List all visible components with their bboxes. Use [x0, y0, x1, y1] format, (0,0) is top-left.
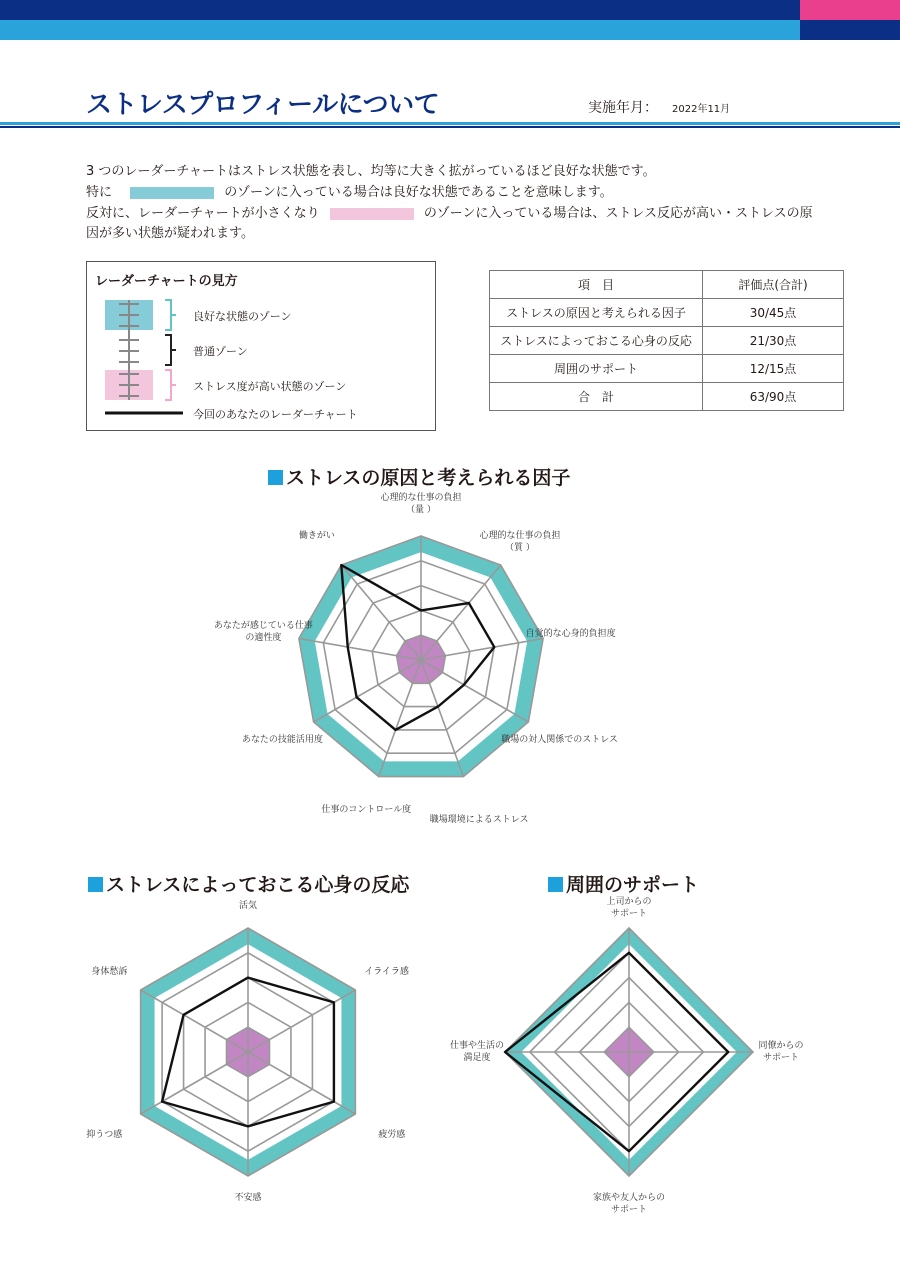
- table-cell-item: ストレスの原因と考えられる因子: [490, 299, 703, 327]
- radar-axis-label: 同僚からの サポート: [758, 1041, 804, 1063]
- table-head-score: 評価点(合計): [703, 271, 844, 299]
- legend-high: ストレス度が高い状態のゾーン: [193, 380, 347, 393]
- radar-axis-label: イライラ感: [364, 967, 409, 977]
- table-cell-item: 周囲のサポート: [490, 355, 703, 383]
- radar-axis-label: 身体愁訴: [91, 967, 128, 977]
- section-title-support: 周囲のサポート: [548, 870, 699, 897]
- legend-title: レーダーチャートの見方: [95, 274, 238, 289]
- intro-line-2: 特に のゾーンに入っている場合は良好な状態であることを意味します。: [86, 185, 613, 200]
- radar-axis-label: 仕事のコントロール度: [321, 805, 412, 816]
- radar-axis-label: あなたが感じている仕事 の適性度: [213, 621, 313, 644]
- radar-axis-label: あなたの技能活用度: [241, 735, 323, 745]
- table-cell-item: ストレスによっておこる心身の反応: [490, 327, 703, 355]
- radar-axis-label: 職場環境によるストレス: [429, 814, 529, 825]
- table-cell-score: 21/30点: [703, 327, 844, 355]
- radar-axis-label: 活気: [238, 901, 258, 911]
- intro-line-4: 因が多い状態が疑われます。: [86, 226, 254, 241]
- table-cell-score: 30/45点: [703, 299, 844, 327]
- radar-axis-label: 心理的な仕事の負担 （量 ）: [380, 493, 462, 515]
- date-value: 2022年11月: [672, 104, 731, 115]
- radar-axis-label: 抑うつ感: [86, 1130, 123, 1140]
- intro-line-1: 3 つのレーダーチャートはストレス状態を表し、均等に大きく拡がっているほど良好な状態です。: [86, 164, 656, 179]
- radar-axis-label: 心理的な仕事の負担 （質 ）: [479, 531, 561, 554]
- table-cell-score: 12/15点: [703, 355, 844, 383]
- legend-good: 良好な状態のゾーン: [193, 310, 292, 323]
- legend-normal: 普通ゾーン: [193, 345, 248, 358]
- radar-axis-label: 仕事や生活の 満足度: [449, 1041, 505, 1063]
- intro-line-3: 反対に、レーダーチャートが小さくなり のゾーンに入っている場合は、ストレス反応が高い・ストレスの原: [86, 206, 813, 221]
- page-title: ストレスプロフィールについて: [86, 90, 440, 120]
- table-head-item: 項 目: [490, 271, 703, 299]
- radar-axis-label: 家族や友人からの サポート: [592, 1193, 666, 1215]
- radar-axis-label: 疲労感: [378, 1130, 406, 1140]
- date-label: 実施年月：: [588, 100, 658, 116]
- table-cell-score: 63/90点: [703, 383, 844, 411]
- legend-current: 今回のあなたのレーダーチャート: [193, 408, 358, 421]
- radar-axis-label: 働きがい: [298, 530, 335, 541]
- section-title-stress-reaction: ストレスによっておこる心身の反応: [88, 870, 409, 897]
- radar-axis-label: 上司からの サポート: [606, 897, 652, 919]
- table-cell-item: 合 計: [490, 383, 703, 411]
- radar-axis-label: 職場の対人関係でのストレス: [501, 735, 618, 745]
- radar-axis-label: 不安感: [234, 1193, 262, 1203]
- radar-axis-label: 自覚的な心身的負担度: [525, 628, 616, 639]
- section-title-stress-factors: ストレスの原因と考えられる因子: [268, 463, 570, 490]
